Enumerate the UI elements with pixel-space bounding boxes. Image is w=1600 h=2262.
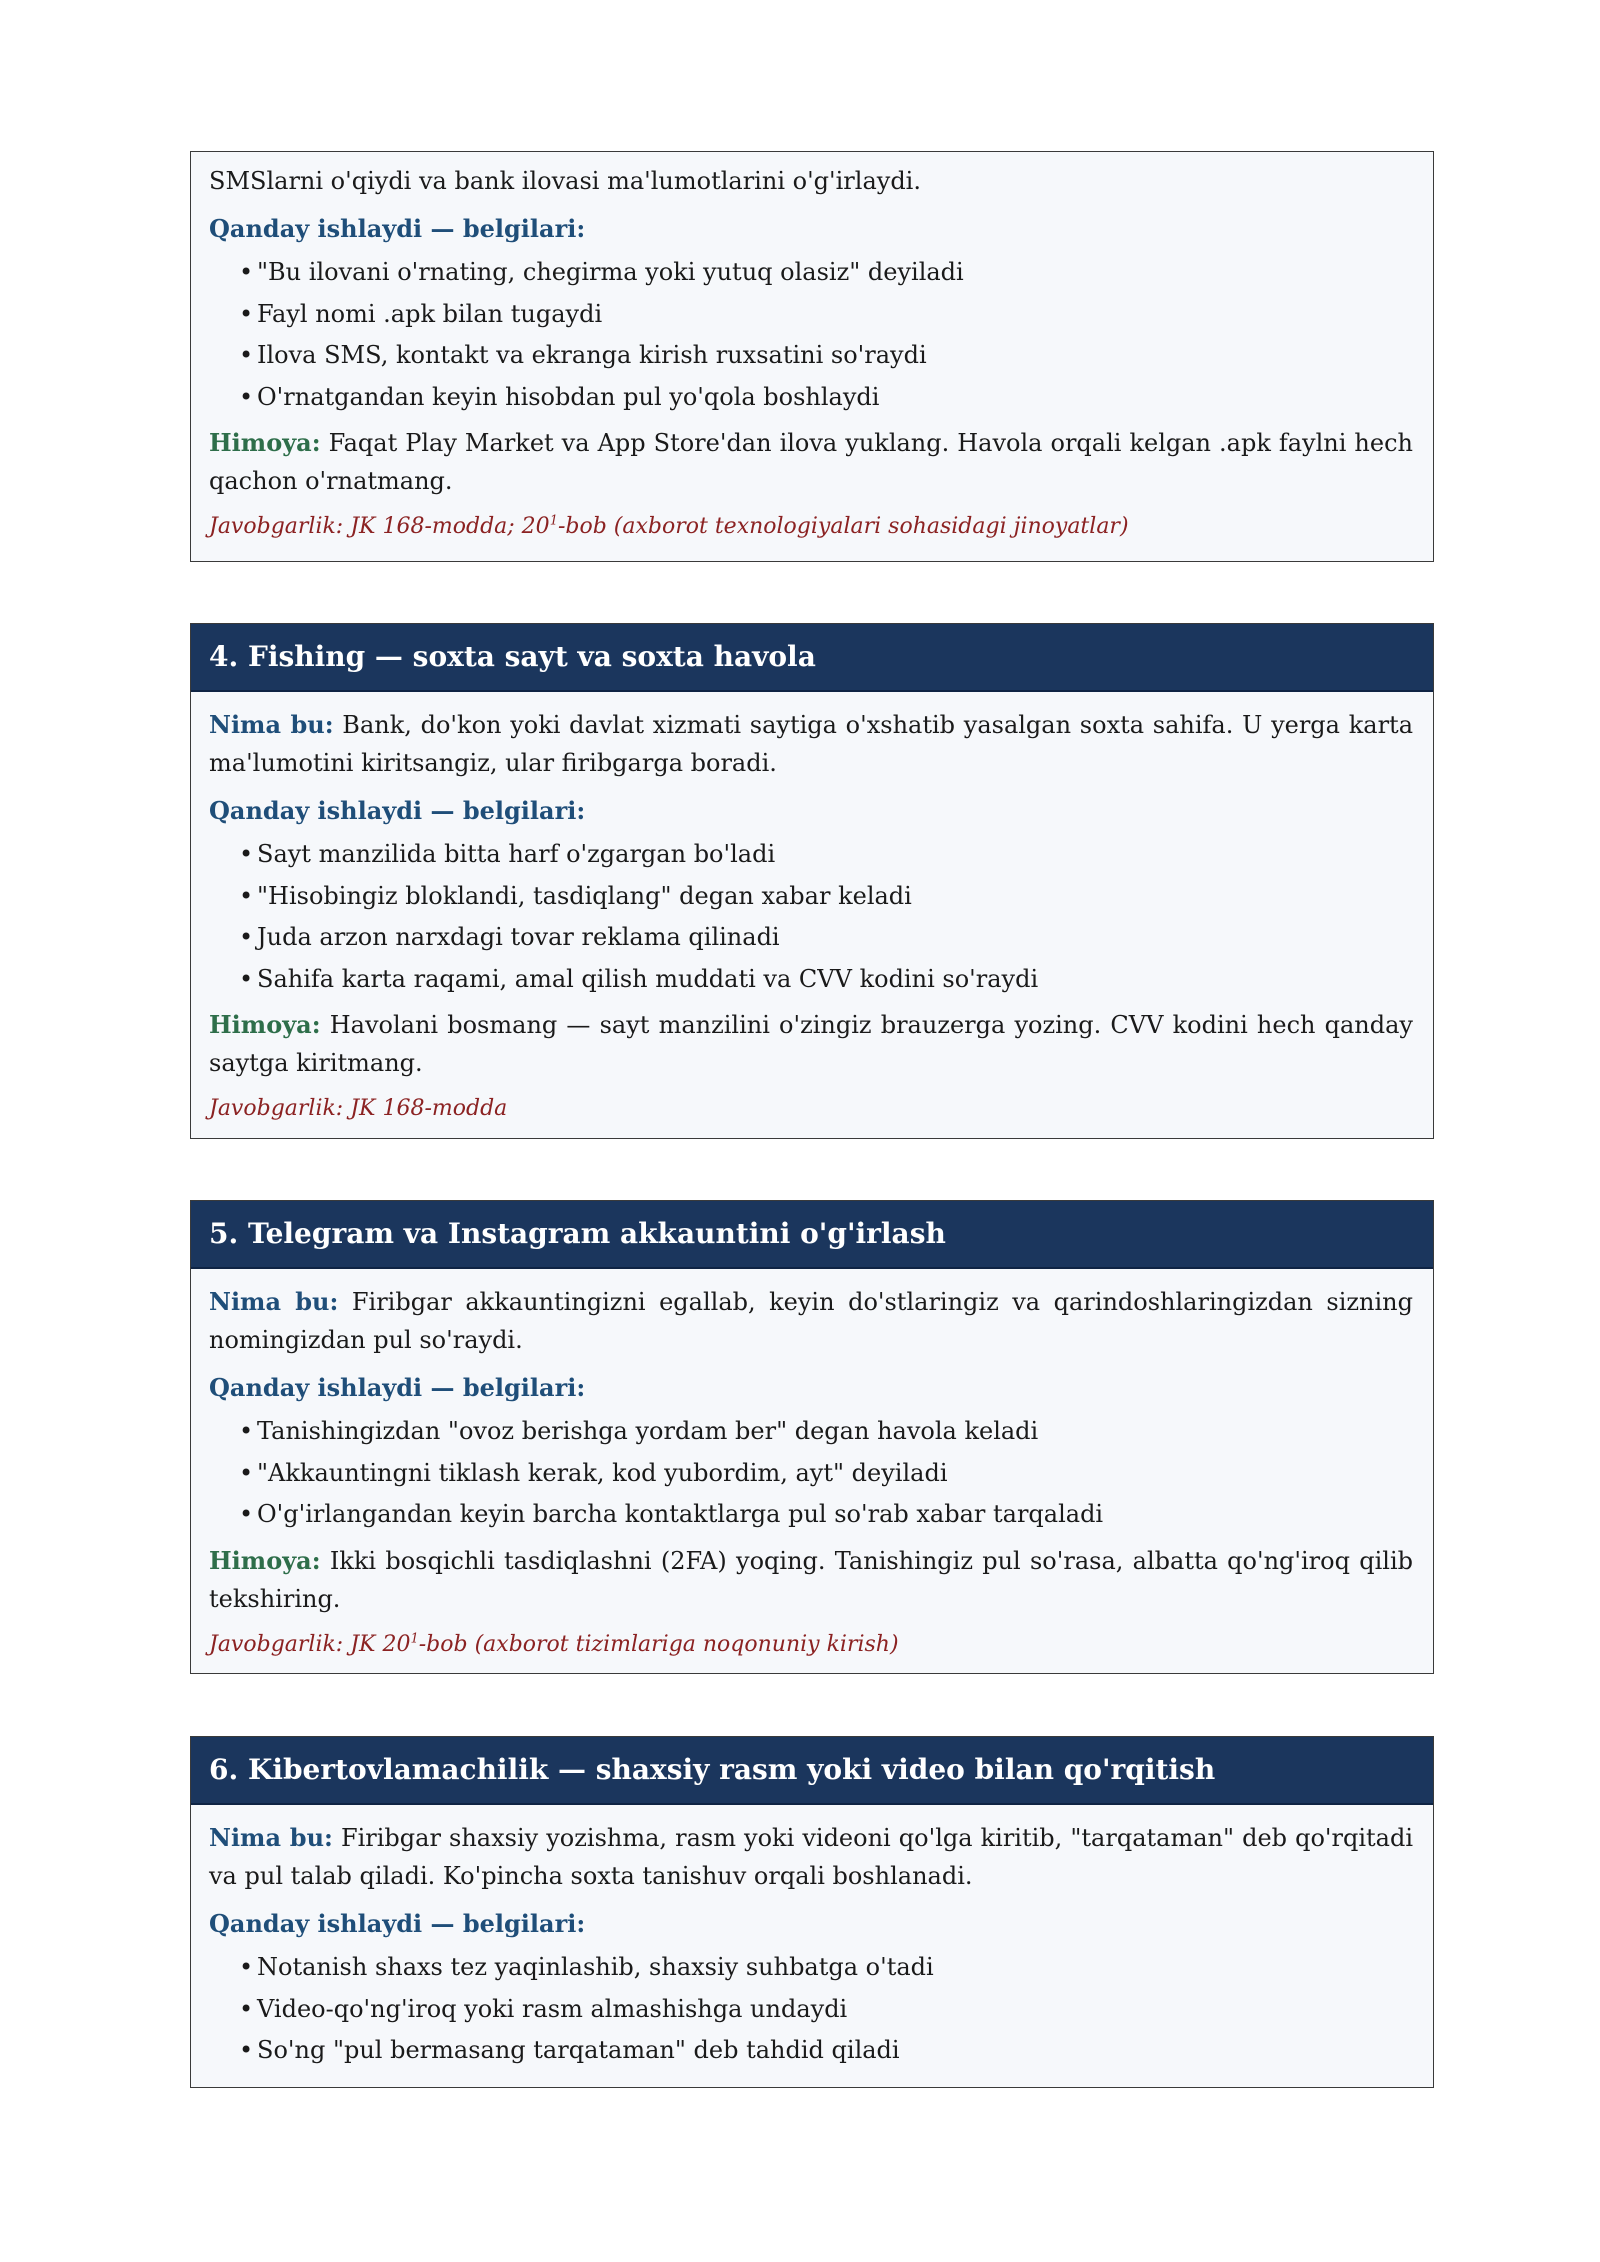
list-item: • O'g'irlangandan keyin barcha kontaktlarga pul so'rab xabar tarqaladi: [239, 1494, 1413, 1536]
card-title: 5. Telegram va Instagram akkauntini o'g'irlash: [191, 1201, 1433, 1269]
liability-prefix: Javobgarlik: JK 168-modda; 20: [209, 514, 550, 539]
protection-label: Himoya:: [209, 1545, 321, 1575]
apk-card-continuation: [190, 151, 1434, 562]
liability-prefix: Javobgarlik: JK 20: [209, 1631, 411, 1657]
what-is-label: Nima bu:: [209, 1823, 333, 1852]
list-item: • "Akkauntingni tiklash kerak, kod yubordim, ayt" deyiladi: [239, 1453, 1413, 1495]
account-theft-card: [190, 1200, 1434, 1674]
list-item: • Juda arzon narxdagi tovar reklama qilinadi: [239, 917, 1413, 959]
protection-body: Faqat Play Market va App Store'dan ilova yuklang. Havola orqali kelgan .apk faylni hech qachon o'rnatmang.: [209, 429, 1413, 495]
list-item: • Tanishingizdan "ovoz berishga yordam ber" degan havola keladi: [239, 1411, 1413, 1453]
liability-note: Javobgarlik: JK 168-modda: [209, 1096, 508, 1121]
liability-note: [209, 1628, 1413, 1662]
card-title: 6. Kibertovlamachilik — shaxsiy rasm yoki video bilan qo'rqitish: [191, 1737, 1433, 1805]
list-item: • "Bu ilovani o'rnating, chegirma yoki yutuq olasiz" deyiladi: [239, 252, 1413, 294]
what-is-body: Firibgar akkauntingizni egallab, keyin do'stlaringiz va qarindoshlaringizdan sizning nomingizdan pul so'raydi.: [209, 1288, 1413, 1354]
liability-sup: 1: [549, 513, 558, 529]
signs-list: [209, 1411, 1413, 1536]
protection-body: Havolani bosmang — sayt manzilini o'zingiz brauzerga yozing. CVV kodini hech qanday saytga kiritmang.: [209, 1011, 1413, 1077]
liability-suffix: -bob (axborot tizimlariga noqonuniy kirish): [418, 1631, 899, 1657]
what-is-label: Nima bu:: [209, 1287, 339, 1316]
signs-list: [209, 252, 1413, 418]
list-item: • So'ng "pul bermasang tarqataman" deb tahdid qiladi: [239, 2030, 1413, 2072]
signs-title: Qanday ishlaydi — belgilari:: [209, 1909, 586, 1938]
what-is-body: Firibgar shaxsiy yozishma, rasm yoki videoni qo'lga kiritib, "tarqataman" deb qo'rqitadi va pul talab qiladi. Ko'pincha soxta tanishuv orqali boshlanadi.: [209, 1824, 1413, 1890]
list-item: • Fayl nomi .apk bilan tugaydi: [239, 294, 1413, 336]
what-is-text: [209, 1819, 1413, 1895]
signs-list: [209, 1947, 1413, 2072]
phishing-card: [190, 623, 1434, 1139]
protection-text: [209, 1006, 1413, 1082]
list-item: • Sahifa karta raqami, amal qilish muddati va CVV kodini so'raydi: [239, 959, 1413, 1001]
list-item: • Notanish shaxs tez yaqinlashib, shaxsiy suhbatga o'tadi: [239, 1947, 1413, 1989]
protection-text: [209, 424, 1413, 500]
protection-label: Himoya:: [209, 428, 321, 457]
protection-label: Himoya:: [209, 1010, 321, 1039]
protection-text: [209, 1542, 1413, 1618]
signs-title: Qanday ishlaydi — belgilari:: [209, 214, 586, 243]
protection-body: Ikki bosqichli tasdiqlashni (2FA) yoqing. Tanishingiz pul so'rasa, albatta qo'ng'iroq qilib tekshiring.: [209, 1546, 1413, 1613]
liability-suffix: -bob (axborot texnologiyalari sohasidagi jinoyatlar): [557, 514, 1129, 539]
signs-title: Qanday ishlaydi — belgilari:: [209, 796, 586, 825]
signs-title: Qanday ishlaydi — belgilari:: [209, 1373, 586, 1402]
list-item: • O'rnatgandan keyin hisobdan pul yo'qola boshlaydi: [239, 377, 1413, 419]
what-is-text: [209, 706, 1413, 782]
signs-list: [209, 834, 1413, 1000]
list-item: • Video-qo'ng'iroq yoki rasm almashishga undaydi: [239, 1989, 1413, 2031]
sextortion-card: [190, 1736, 1434, 2088]
list-item: • "Hisobingiz bloklandi, tasdiqlang" degan xabar keladi: [239, 876, 1413, 918]
card-title: 4. Fishing — soxta sayt va soxta havola: [191, 624, 1433, 692]
what-is-body: Bank, do'kon yoki davlat xizmati saytiga o'xshatib yasalgan soxta sahifa. U yerga karta ma'lumotini kiritsangiz, ular firibgarga boradi.: [209, 711, 1413, 777]
what-is-text: [209, 1283, 1413, 1359]
what-is-label: Nima bu:: [209, 710, 334, 739]
list-item: • Ilova SMS, kontakt va ekranga kirish ruxsatini so'raydi: [239, 335, 1413, 377]
liability-sup: 1: [410, 1631, 419, 1647]
list-item: • Sayt manzilida bitta harf o'zgargan bo'ladi: [239, 834, 1413, 876]
liability-note: [209, 510, 1413, 544]
card-intro: SMSlarni o'qiydi va bank ilovasi ma'lumotlarini o'g'irlaydi.: [209, 167, 921, 195]
